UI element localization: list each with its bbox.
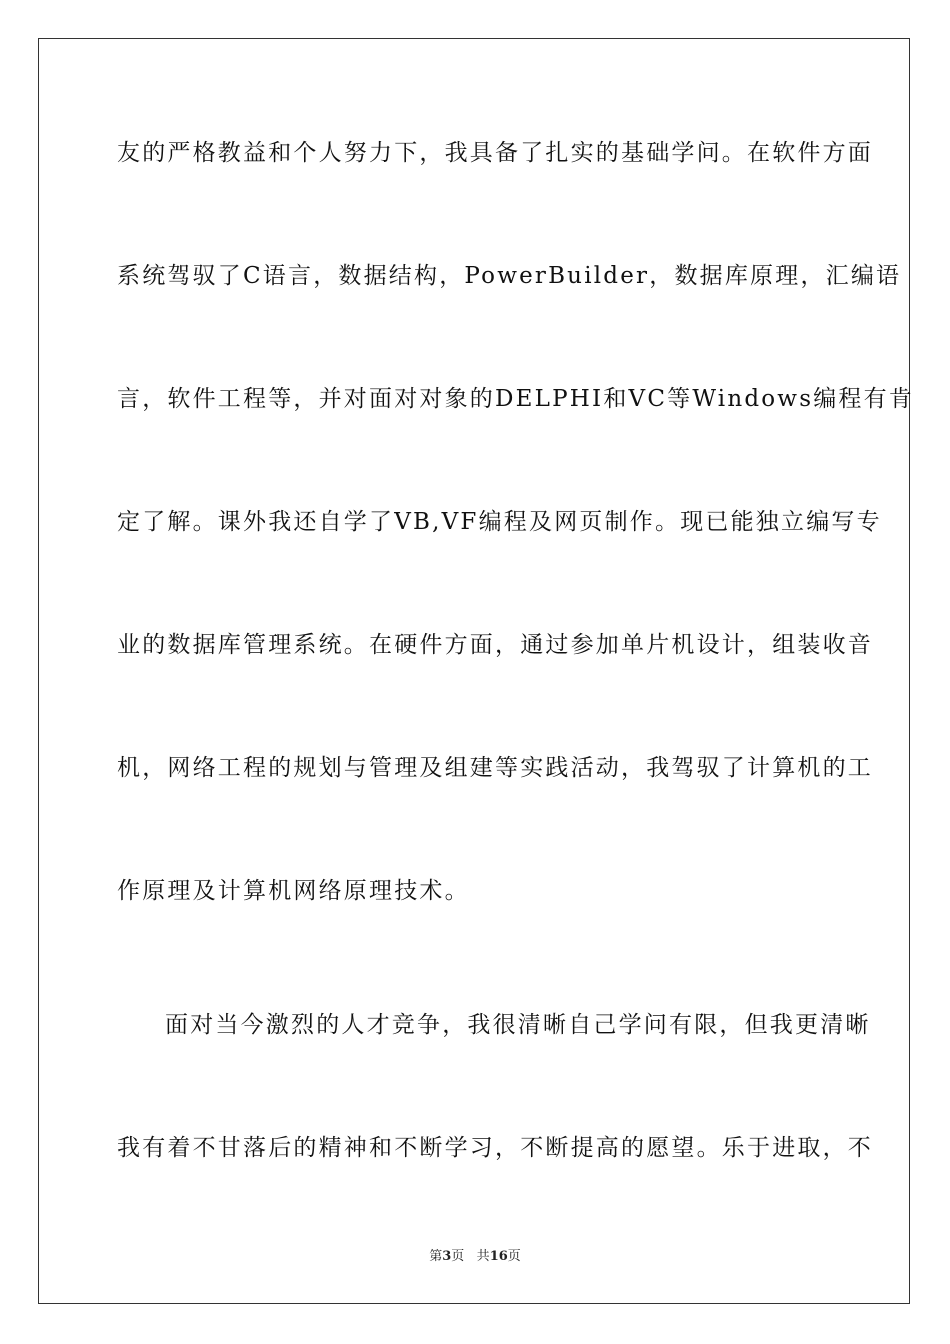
footer-page-current: 3 (442, 1249, 452, 1264)
text-line-8: 面对当今激烈的人才竞争，我很清晰自己学问有限，但我更清晰 (165, 1012, 871, 1038)
footer-page-prefix: 第 (429, 1249, 443, 1264)
page-footer (0, 1248, 950, 1266)
text-line-6: 机，网络工程的规划与管理及组建等实践活动，我驾驭了计算机的工 (117, 755, 873, 781)
text-line-7: 作原理及计算机网络原理技术。 (117, 878, 470, 904)
text-line-2: 系统驾驭了C语言，数据结构，PowerBuilder，数据库原理，汇编语 (117, 263, 902, 289)
page-border (38, 38, 914, 1304)
text-line-1: 友的严格教益和个人努力下，我具备了扎实的基础学问。在软件方面 (117, 140, 873, 166)
footer-total-suffix: 页 (507, 1249, 521, 1264)
footer-page-suffix: 页 (451, 1249, 465, 1264)
footer-total-prefix: 共 (476, 1249, 490, 1264)
footer-page-total: 16 (489, 1249, 508, 1264)
text-line-4: 定了解。课外我还自学了VB,VF编程及网页制作。现已能独立编写专 (117, 509, 882, 535)
text-line-9: 我有着不甘落后的精神和不断学习，不断提高的愿望。乐于进取，不 (117, 1135, 873, 1161)
text-line-5: 业的数据库管理系统。在硬件方面，通过参加单片机设计，组装收音 (117, 632, 873, 658)
text-line-3: 言，软件工程等，并对面对对象的DELPHI和VC等Windows编程有肯 (117, 386, 914, 412)
